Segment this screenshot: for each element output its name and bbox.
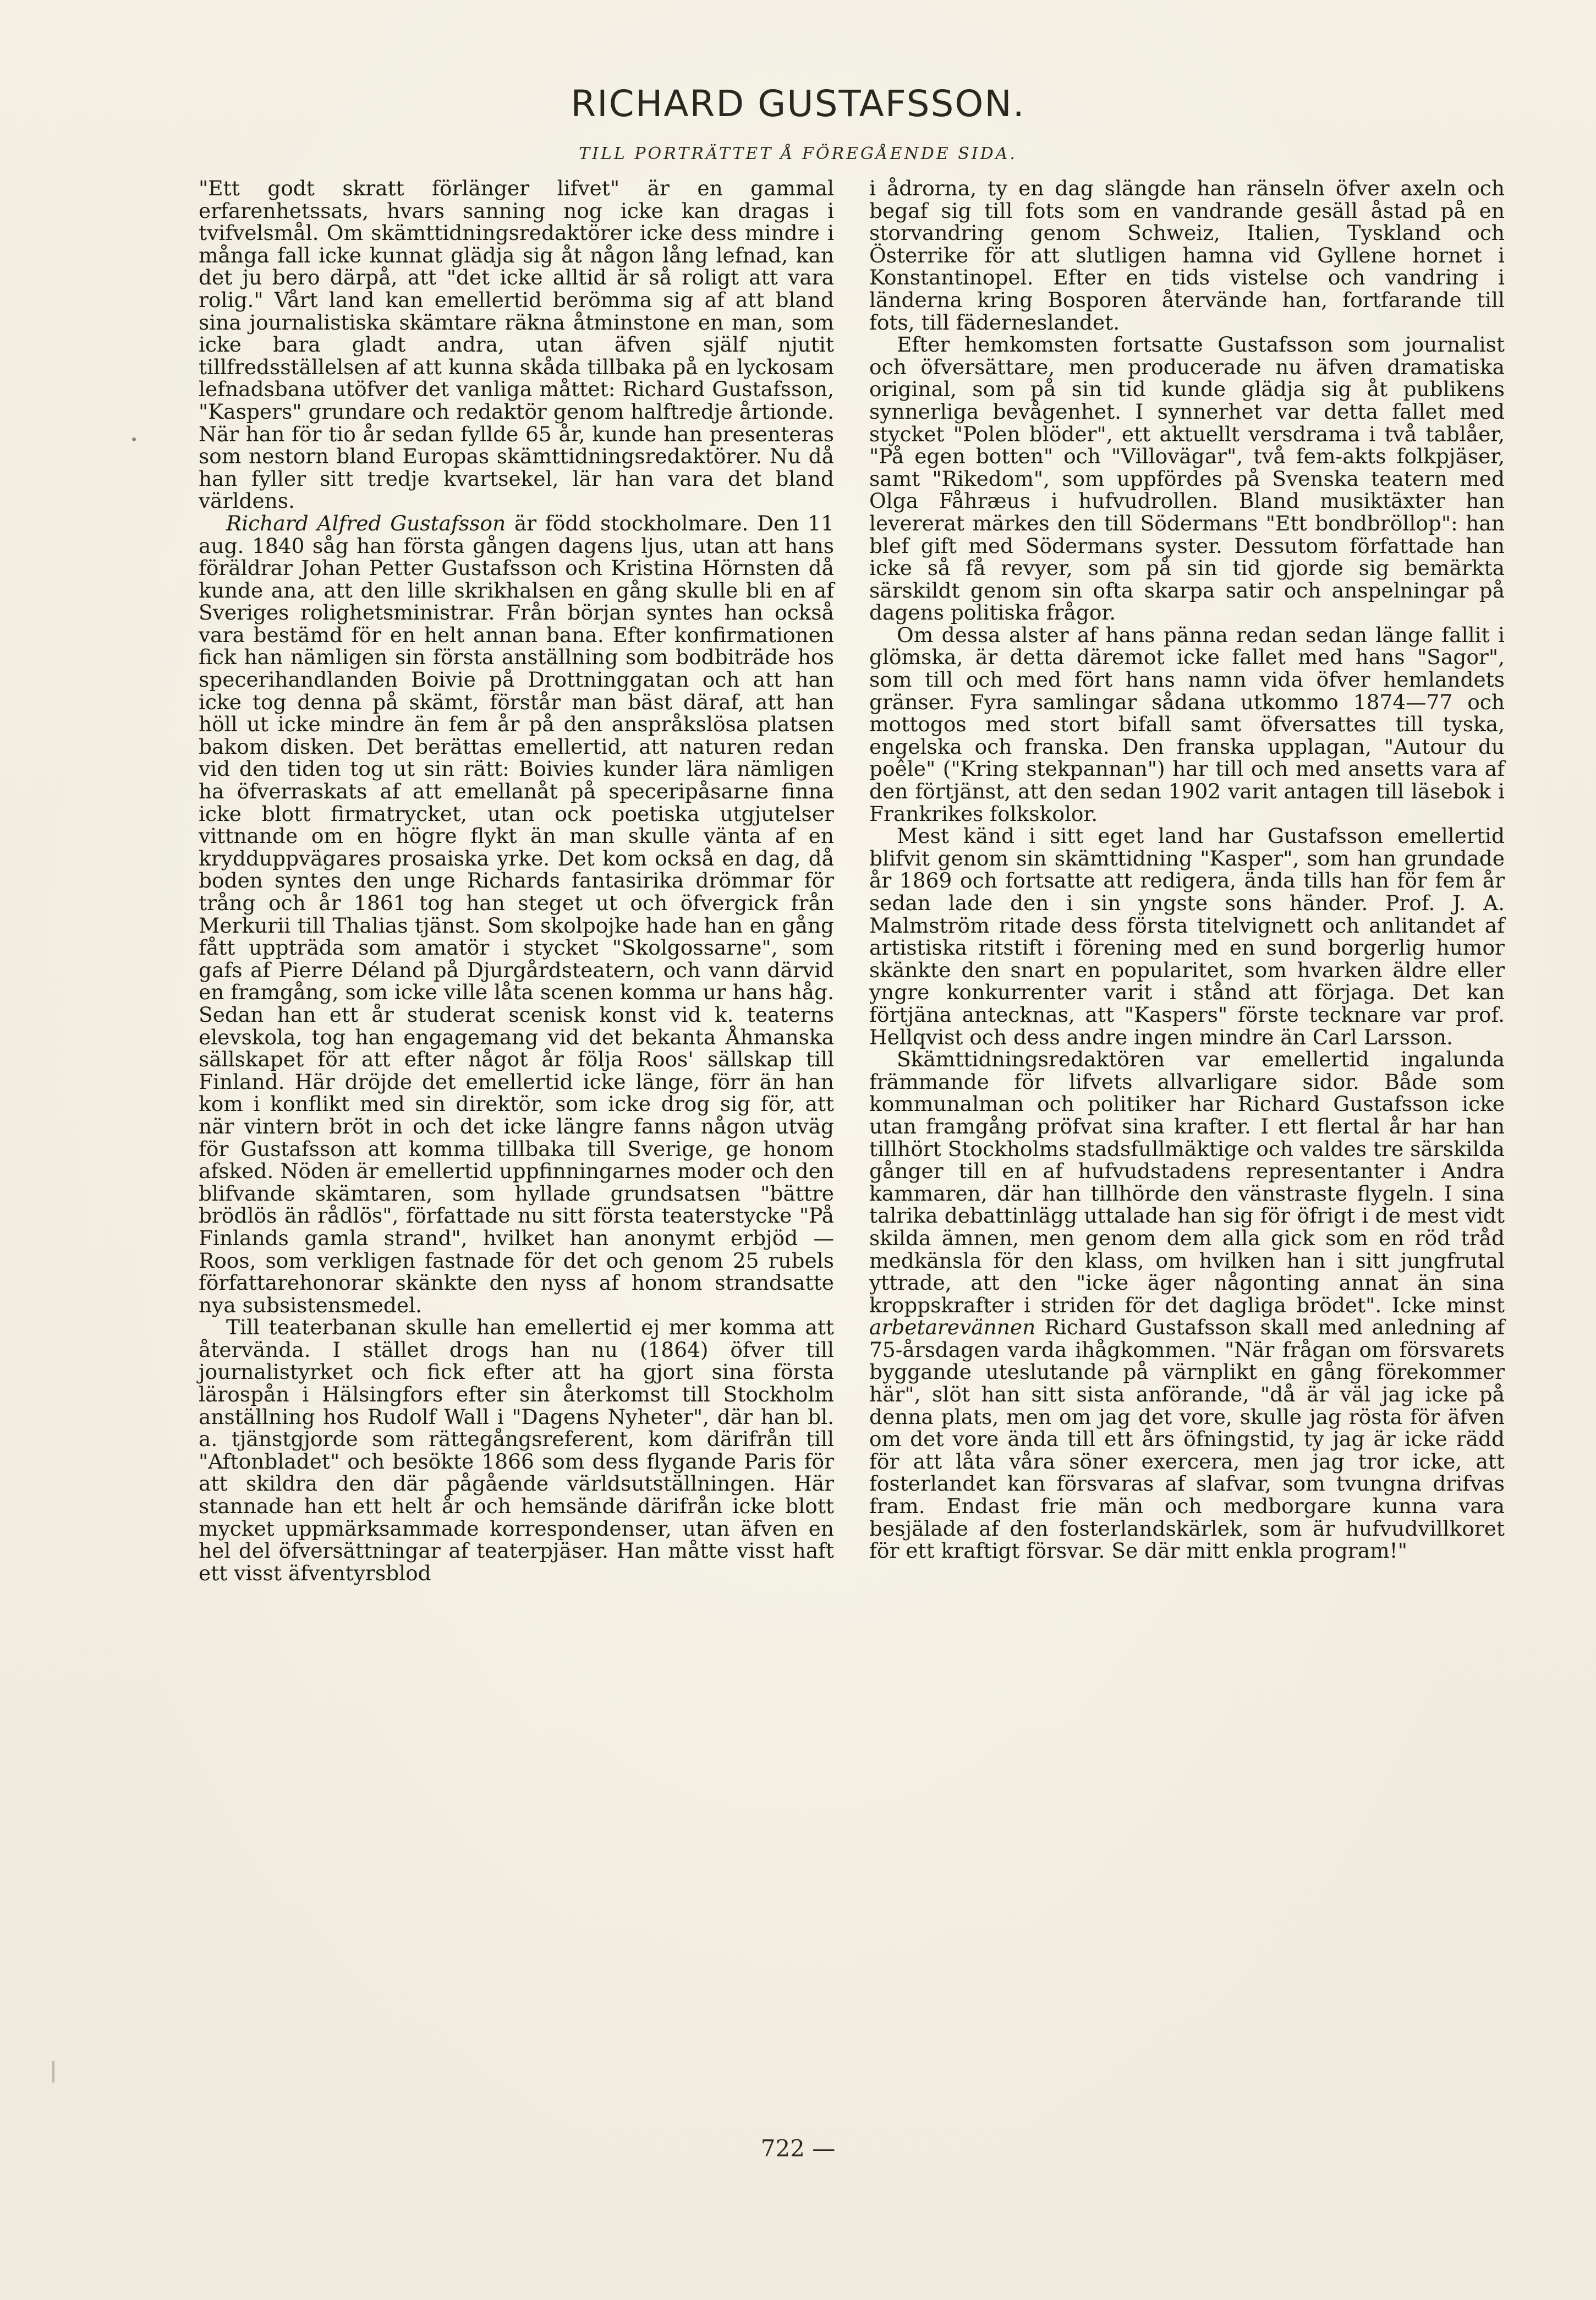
paper-speck [52, 2061, 54, 2083]
paragraph-text: Skämttidningsredaktören var emellertid ingalunda främmande för lifvets allvarligare sidor. Både som kommunalman och politiker har Richard Gustafsson icke utan framgång pröfvat sina krafter. I ett flertal år har han tillhört Stockholms stadsfullmäktige och valdes tre särskilda gånger till en af hufvudstadens representanter i Andra kammaren, där han tillhörde den vänstraste flygeln. I sina talrika debattinlägg uttalade han sig för öfrigt i de mest vidt skilda ämnen, men genom dem alla gick som en röd tråd medkänsla för den klass, om hvilken han i sitt jungfrutal yttrade, att den "icke äger någonting annat än sina kroppskrafter i striden för det dagliga brödet". Icke minst [869, 1047, 1505, 1317]
paper-speck [132, 437, 136, 441]
paragraph: Till teaterbanan skulle han emellertid ej mer komma att återvända. I stället drogs han nu (1864) öfver till journalistyrket och fick efter att ha gjort sina första lärospån i Hälsingfors efter sin återkomst till Stockholm anställning hos Rudolf Wall i "Dagens Nyheter", där han bl. a. tjänstgjorde som rättegångsreferent, kom därifrån till "Aftonbladet" och besökte 1866 som dess flygande Paris för att skildra den där pågående världsutställningen. Här stannade han ett helt år och hemsände därifrån icke blott mycket uppmärksammade korrespondenser, utan äfven en hel del öfversättningar af teaterpjäser. Han måtte visst haft ett visst äfventyrsblod [199, 1315, 834, 1585]
paragraph: Efter hemkomsten fortsatte Gustafsson som journalist och öfversättare, men producerade nu äfven dramatiska original, som på sin tid kunde glädja sig åt publikens synnerliga bevågenhet. I synnerhet var detta fallet med stycket "Polen blöder", ett aktuellt versdrama i två tablåer, "På egen botten" och "Villovägar", två fem-akts folkpjäser, samt "Rikedom", som uppfördes på Svenska teatern med Olga Fåhræus i hufvudrollen. Bland musiktäxter han levererat märkes den till Södermans "Ett bondbröllop": han blef gift med Södermans syster. Dessutom författade han icke så få revyer, som på sin tid gjorde sig bemärkta särskildt genom sin ofta skarpa satir och anspelningar på dagens politiska frågor. [869, 332, 1505, 625]
article-title: RICHARD GUSTAFSSON. [571, 83, 1025, 125]
article-subtitle: TILL PORTRÄTTET Å FÖREGÅENDE SIDA. [579, 144, 1017, 163]
paragraph: i ådrorna, ty en dag slängde han ränseln öfver axeln och begaf sig till fots som en vandrande gesäll åstad på en storvandring genom Schweiz, Italien, Tyskland och Österrike för att slutligen hamna vid Gyllene hornet i Konstantinopel. Efter en tids vistelse och vandring i länderna kring Bosporen återvände han, fortfarande till fots, till fäderneslandet. [869, 176, 1505, 335]
emphasized-term: arbetarevännen [869, 1315, 1036, 1340]
paragraph-text: är född stockholmare. Den 11 aug. 1840 såg han första gången dagens ljus, utan att hans föräldrar Johan Petter Gustafsson och Kristina Hörnsten då kunde ana, att den lille skrikhalsen en gång skulle bli en af Sveriges rolighetsministrar. Från början syntes han också vara bestämd för en helt annan bana. Efter konfirmationen fick han nämligen sin första anställning som bodbiträde hos specerihandlanden Boivie på Drottninggatan och att han icke tog denna på skämt, förstår man bäst däraf, att han höll ut icke mindre än fem år på den anspråkslösa platsen bakom disken. Det berättas emellertid, att naturen redan vid den tiden tog ut sin rätt: Boivies kunder lära nämligen ha öfverraskats af att emellanåt på speceripåsarne finna icke blott firmatrycket, utan ock poetiska utgjutelser vittnande om en högre flykt än man skulle vänta af en krydduppvägares prosaiska yrke. Det kom också en dag, då boden syntes den unge Richards fantasirika drömmar för trång och år 1861 tog han steget ut och öfvergick från Merkurii till Thalias tjänst. Som skolpojke hade han en gång fått uppträda som amatör i stycket "Skolgossarne", som gafs af Pierre Déland på Djurgårdsteatern, och vann därvid en framgång, som icke ville låta scenen komma ur hans håg. Sedan han ett år studerat scenisk konst vid k. teaterns elevskola, tog han engagemang vid det bekanta Åhmanska sällskapet för att efter något år följa Roos' sällskap till Finland. Här dröjde det emellertid icke länge, förr än han kom i konflikt med sin direktör, som icke drog sig för, att när vintern bröt in och det icke längre fanns någon utväg för Gustafsson att komma tillbaka till Sverige, ge honom afsked. Nöden är emellertid uppfinningarnes moder och den blifvande skämtaren, som hyllade grundsatsen "bättre brödlös än rådlös", författade nu sitt första teaterstycke "På Finlands gamla strand", hvilket han anonymt erbjöd — Roos, som verkligen fastnade för det och genom 25 rubels författarehonorar skänkte den nyss af honom strandsatte nya subsistensmedel. [199, 511, 834, 1317]
paragraph [869, 1048, 1505, 1562]
paragraph: Om dessa alster af hans pänna redan sedan länge fallit i glömska, är detta däremot icke fallet med hans "Sagor", som till och med fört hans namn vida öfver hemlandets gränser. Fyra samlingar sådana utkommo 1874—77 och mottogos med stort bifall samt öfversattes till tyska, engelska och franska. Den franska upplagan, "Autour du poêle" ("Kring stekpannan") har till och med ansetts vara af den förtjänst, att den sedan 1902 varit antagen till läsebok i Frankrikes folkskolor. [869, 622, 1505, 826]
paragraph: "Ett godt skratt förlänger lifvet" är en gammal erfarenhetssats, hvars sanning nog icke kan dragas i tvifvelsmål. Om skämttidningsredaktörer icke dess mindre i många fall icke kunnat glädja sig åt någon lång lefnad, kan det ju bero därpå, att "det icke alltid är så roligt att vara rolig." Vårt land kan emellertid berömma sig af att bland sina journalistiska skämtare räkna åtminstone en man, som icke bara gladt andra, utan äfven själf njutit tillfredsställelsen af att kunna skåda tillbaka på en lyckosam lefnadsbana utöfver det vanliga måttet: Richard Gustafsson, "Kaspers" grundare och redaktör genom halftredje årtionde. När han för tio år sedan fyllde 65 år, kunde han presenteras som nestorn bland Europas skämttidningsredaktörer. Nu då han fyller sitt tredje kvartsekel, lär han vara det bland världens. [199, 176, 834, 513]
page-number: 722 — [760, 2135, 836, 2162]
paragraph-text: Richard Gustafsson skall med anledning af 75-årsdagen varda ihågkommen. "När frågan om försvarets byggande uteslutande på värnplikt en gång förekommer här", slöt han sitt sista anförande, "då är väl jag icke på denna plats, men om jag det vore, skulle jag rösta för äfven om det vore ända till ett års öfningstid, ty jag är icke rädd för att låta våra söner exercera, men jag tror icke, att fosterlandet kan försvaras af slafvar, som tvungna drifvas fram. Endast frie män och medborgare kunna vara besjälade af den fosterlandskärlek, som är hufvudvillkoret för ett kraftigt försvar. Se där mitt enkla program!" [869, 1315, 1505, 1563]
right-text-column [869, 177, 1505, 1562]
left-text-column [199, 177, 834, 1584]
paragraph [199, 512, 834, 1316]
person-name: Richard Alfred Gustafsson [226, 511, 506, 535]
paragraph: Mest känd i sitt eget land har Gustafsson emellertid blifvit genom sin skämttidning "Kasper", som han grundade år 1869 och fortsatte att redigera, ända tills han för fem år sedan lade den i sin yngste sons händer. Prof. J. A. Malmström ritade dess första titelvignett och anlitandet af artistiska ritstift i förening med en sund borgerlig humor skänkte den snart en popularitet, som hvarken äldre eller yngre konkurrenter varit i stånd att förjaga. Det kan förtjäna antecknas, att "Kaspers" förste tecknare var prof. Hellqvist och dess andre ingen mindre än Carl Larsson. [869, 824, 1505, 1049]
